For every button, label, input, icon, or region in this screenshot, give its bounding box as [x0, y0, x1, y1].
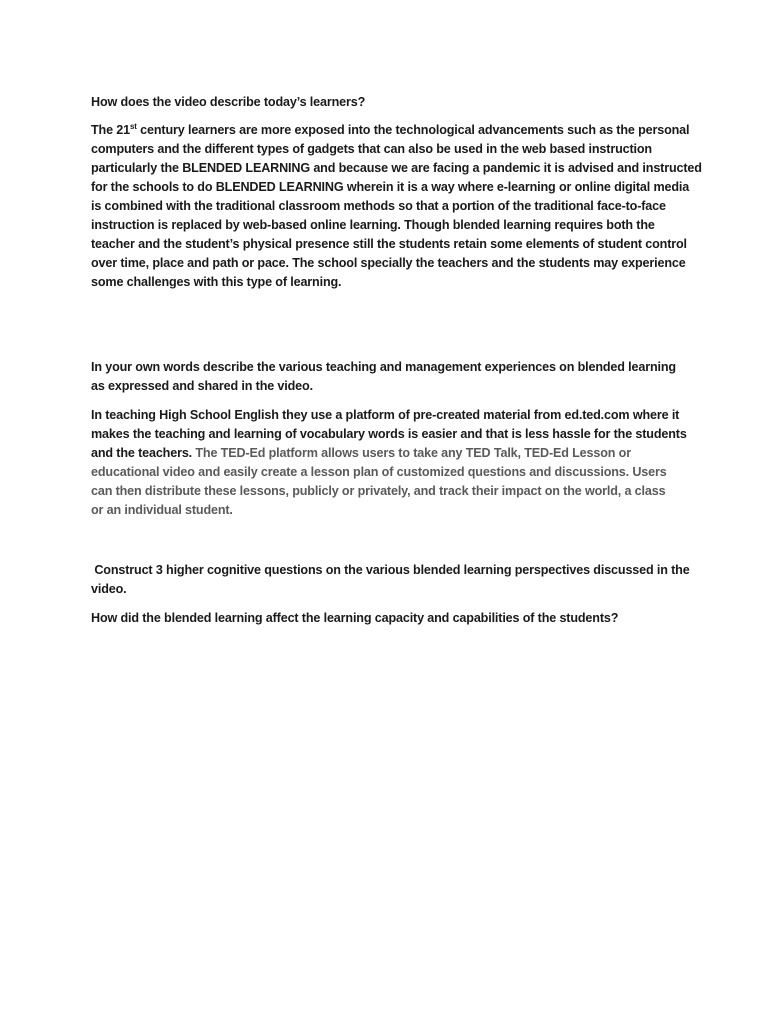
answer-1-line-8: over time, place and path or pace. The school specially the teachers and the students may experience: [91, 256, 686, 270]
ordinal-superscript: st: [130, 121, 137, 131]
answer-2-line-3-black: and the teachers.: [91, 446, 196, 460]
answer-2-line-2: makes the teaching and learning of vocabulary words is easier and that is less hassle for the students: [91, 427, 687, 441]
answer-2-line-6: or an individual student.: [91, 503, 233, 517]
answer-2-line-5: can then distribute these lessons, publicly or privately, and track their impact on the world, a class: [91, 484, 666, 498]
answer-1-line-6: instruction is replaced by web-based online learning. Though blended learning requires both the: [91, 218, 655, 232]
question-2-line-2: as expressed and shared in the video.: [91, 379, 313, 393]
answer-1-paragraph: [91, 121, 702, 292]
answer-1-line-4: for the schools to do BLENDED LEARNING wherein it is a way where e-learning or online digital media: [91, 180, 690, 194]
answer-1-line-3: particularly the BLENDED LEARNING and because we are facing a pandemic it is advised and instructed: [91, 161, 702, 175]
answer-1-line-2: computers and the different types of gadgets that can also be used in the web based instruction: [91, 142, 652, 156]
question-1-text: How does the video describe today’s learners?: [91, 95, 366, 109]
answer-2-line-1: In teaching High School English they use a platform of pre-created material from ed.ted.com where it: [91, 408, 680, 422]
question-3-heading: [91, 561, 690, 599]
answer-1-line-1-start: The 21: [91, 123, 130, 137]
question-2-line-1: In your own words describe the various teaching and management experiences on blended learning: [91, 360, 676, 374]
question-3-line-1: Construct 3 higher cognitive questions on the various blended learning perspectives discussed in the: [91, 563, 690, 577]
answer-1-line-9: some challenges with this type of learning.: [91, 275, 342, 289]
answer-1-line-1-end: century learners are more exposed into the technological advancements such as the personal: [136, 123, 690, 137]
question-4-heading: [91, 609, 681, 628]
question-3-line-2: video.: [91, 582, 127, 596]
question-2-heading: [91, 358, 681, 396]
answer-2-paragraph: [91, 406, 687, 520]
answer-2-line-3-quoted: The TED-Ed platform allows users to take any TED Talk, TED-Ed Lesson or: [195, 446, 631, 460]
question-4-text: How did the blended learning affect the learning capacity and capabilities of the students?: [91, 611, 619, 625]
answer-1-line-7: teacher and the student’s physical presence still the students retain some elements of student control: [91, 237, 687, 251]
question-1-heading: [91, 93, 681, 112]
answer-1-line-5: is combined with the traditional classroom methods so that a portion of the traditional face-to-face: [91, 199, 666, 213]
answer-2-line-4: educational video and easily create a lesson plan of customized questions and discussions. Users: [91, 465, 667, 479]
answer-1-line-1: [91, 121, 690, 140]
answer-2-line-3: [91, 444, 681, 463]
